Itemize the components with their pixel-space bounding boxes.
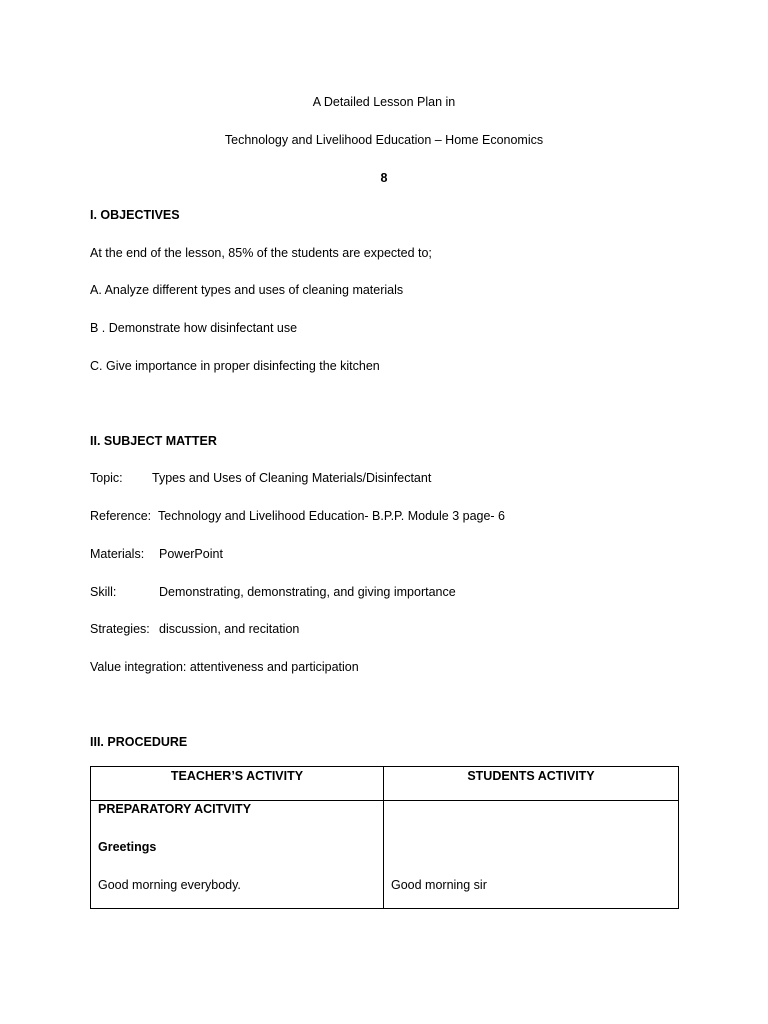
teacher-activity-cell [91,801,384,909]
title-line-1: A Detailed Lesson Plan in [312,95,456,109]
objective-item-a: A. Analyze different types and uses of cleaning materials [90,283,404,297]
greetings-heading: Greetings [98,840,157,854]
strategies-value: discussion, and recitation [159,622,300,636]
procedure-heading: III. PROCEDURE [90,735,188,749]
strategies-label: Strategies: [90,622,150,636]
strategies-row [90,621,299,637]
materials-value: PowerPoint [159,547,223,561]
table-header-row [91,767,679,801]
teacher-activity-header: TEACHER’S ACTIVITY [91,767,384,801]
procedure-table [90,766,679,909]
materials-row [90,546,223,562]
value-integration: Value integration: attentiveness and participation [90,660,359,674]
topic-value: Types and Uses of Cleaning Materials/Disinfectant [152,471,432,485]
objectives-heading: I. OBJECTIVES [90,208,180,222]
objective-item-c: C. Give importance in proper disinfecting the kitchen [90,359,380,373]
preparatory-activity-heading: PREPARATORY ACITVITY [98,802,252,816]
students-activity-cell [384,801,679,909]
subject-matter-heading: II. SUBJECT MATTER [90,434,217,448]
topic-label: Topic: [90,471,123,485]
reference-label: Reference: [90,509,152,523]
skill-row [90,584,456,600]
student-greeting: Good morning sir [391,878,487,892]
title-grade: 8 [380,171,388,185]
title-line-2: Technology and Livelihood Education – Home Economics [224,133,544,147]
students-activity-header: STUDENTS ACTIVITY [384,767,679,801]
reference-row [90,508,505,524]
materials-label: Materials: [90,547,145,561]
topic-row [90,470,431,486]
objectives-intro: At the end of the lesson, 85% of the students are expected to; [90,246,432,260]
skill-value: Demonstrating, demonstrating, and giving importance [159,585,456,599]
reference-value: Technology and Livelihood Education- B.P.P. Module 3 page- 6 [158,509,506,523]
objective-item-b: B . Demonstrate how disinfectant use [90,321,298,335]
table-row [91,801,679,909]
teacher-greeting: Good morning everybody. [98,878,241,892]
skill-label: Skill: [90,585,117,599]
